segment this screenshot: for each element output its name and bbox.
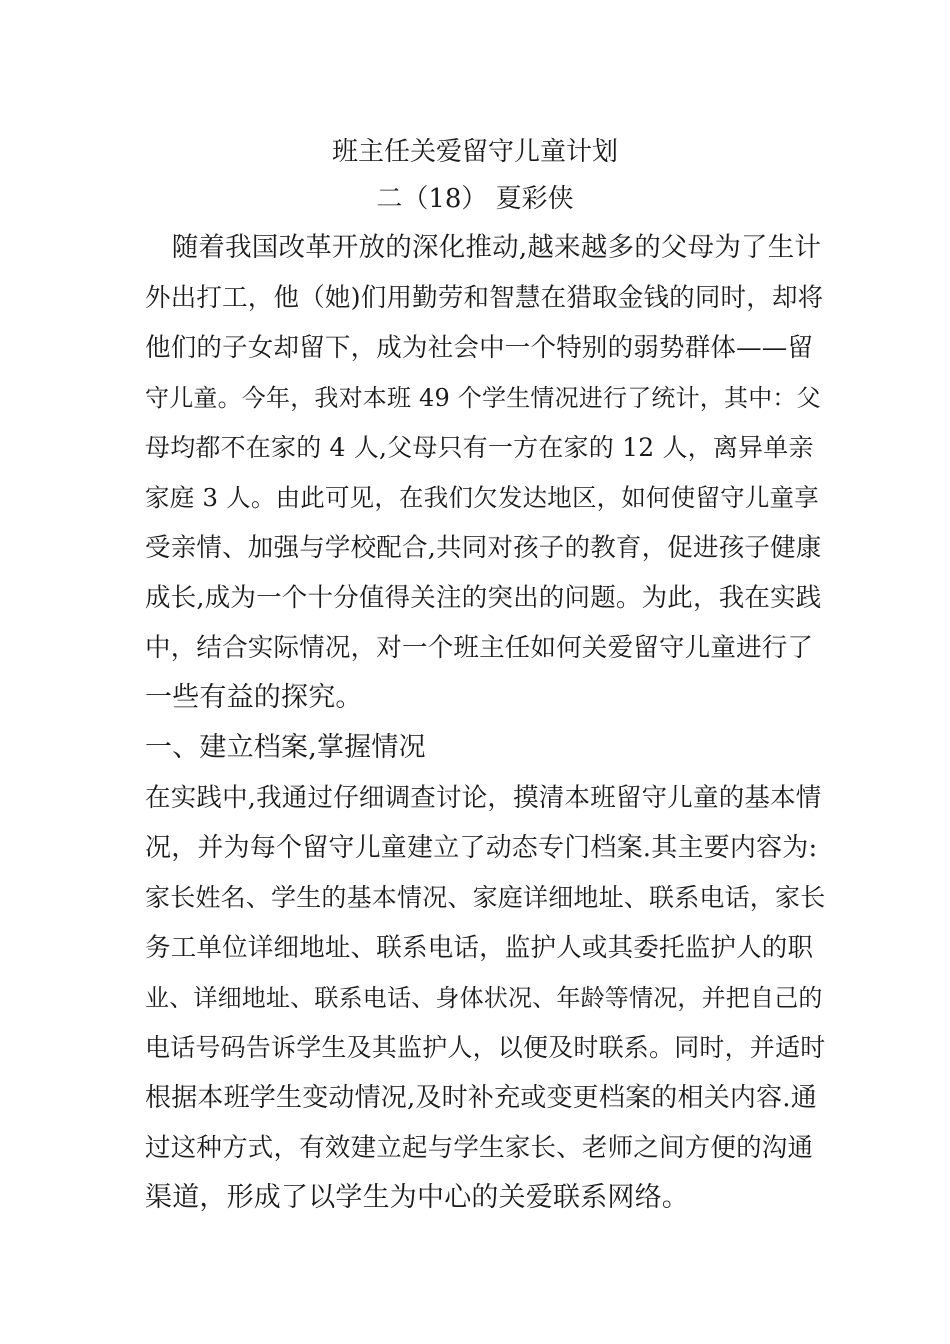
section1-line: 在实践中,我通过仔细调查讨论，摸清本班留守儿童的基本情 — [145, 783, 822, 813]
section-heading: 一、建立档案,掌握情况 — [145, 732, 426, 763]
intro-line: 外出打工，他（她)们用勤劳和智慧在猎取金钱的同时，却将 — [145, 283, 824, 313]
intro-line: 成长,成为一个十分值得关注的突出的问题。为此，我在实践 — [145, 583, 822, 613]
intro-line: 受亲情、加强与学校配合,共同对孩子的教育，促进孩子健康 — [145, 533, 822, 563]
intro-line: 中，结合实际情况，对一个班主任如何关爱留守儿童进行了 — [145, 633, 814, 663]
author-line: 二（18） 夏彩侠 — [376, 184, 574, 214]
intro-line: 母均都不在家的 4 人,父母只有一方在家的 12 人，离异单亲 — [145, 433, 814, 462]
intro-line: 随着我国改革开放的深化推动,越来越多的父母为了生计 — [145, 232, 822, 263]
section1-line: 务工单位详细地址、联系电话，监护人或其委托监护人的职 — [145, 933, 814, 963]
section1-line: 家长姓名、学生的基本情况、家庭详细地址、联系电话，家长 — [145, 883, 826, 912]
section1-line: 业、详细地址、联系电话、身体状况、年龄等情况，并把自己的 — [145, 984, 823, 1012]
intro-line: 家庭 3 人。由此可见，在我们欠发达地区，如何使留守儿童享 — [145, 483, 819, 512]
intro-line: 他们的子女却留下，成为社会中一个特别的弱势群体——留 — [145, 333, 814, 363]
intro-line: 守儿童。今年，我对本班 49 个学生情况进行了统计，其中：父 — [145, 384, 821, 412]
section1-line: 过这种方式，有效建立起与学生家长、老师之间方便的沟通 — [145, 1133, 814, 1163]
intro-line: 一些有益的探究。 — [145, 682, 363, 713]
section1-line: 电话号码告诉学生及其监护人，以便及时联系。同时，并适时 — [145, 1033, 826, 1062]
section1-line: 况，并为每个留守儿童建立了动态专门档案.其主要内容为: — [145, 833, 818, 863]
document-title: 班主任关爱留守儿童计划 — [331, 137, 618, 167]
section1-line: 渠道，形成了以学生为中心的关爱联系网络。 — [145, 1182, 689, 1213]
section1-line: 根据本班学生变动情况,及时补充或变更档案的相关内容.通 — [145, 1083, 817, 1113]
